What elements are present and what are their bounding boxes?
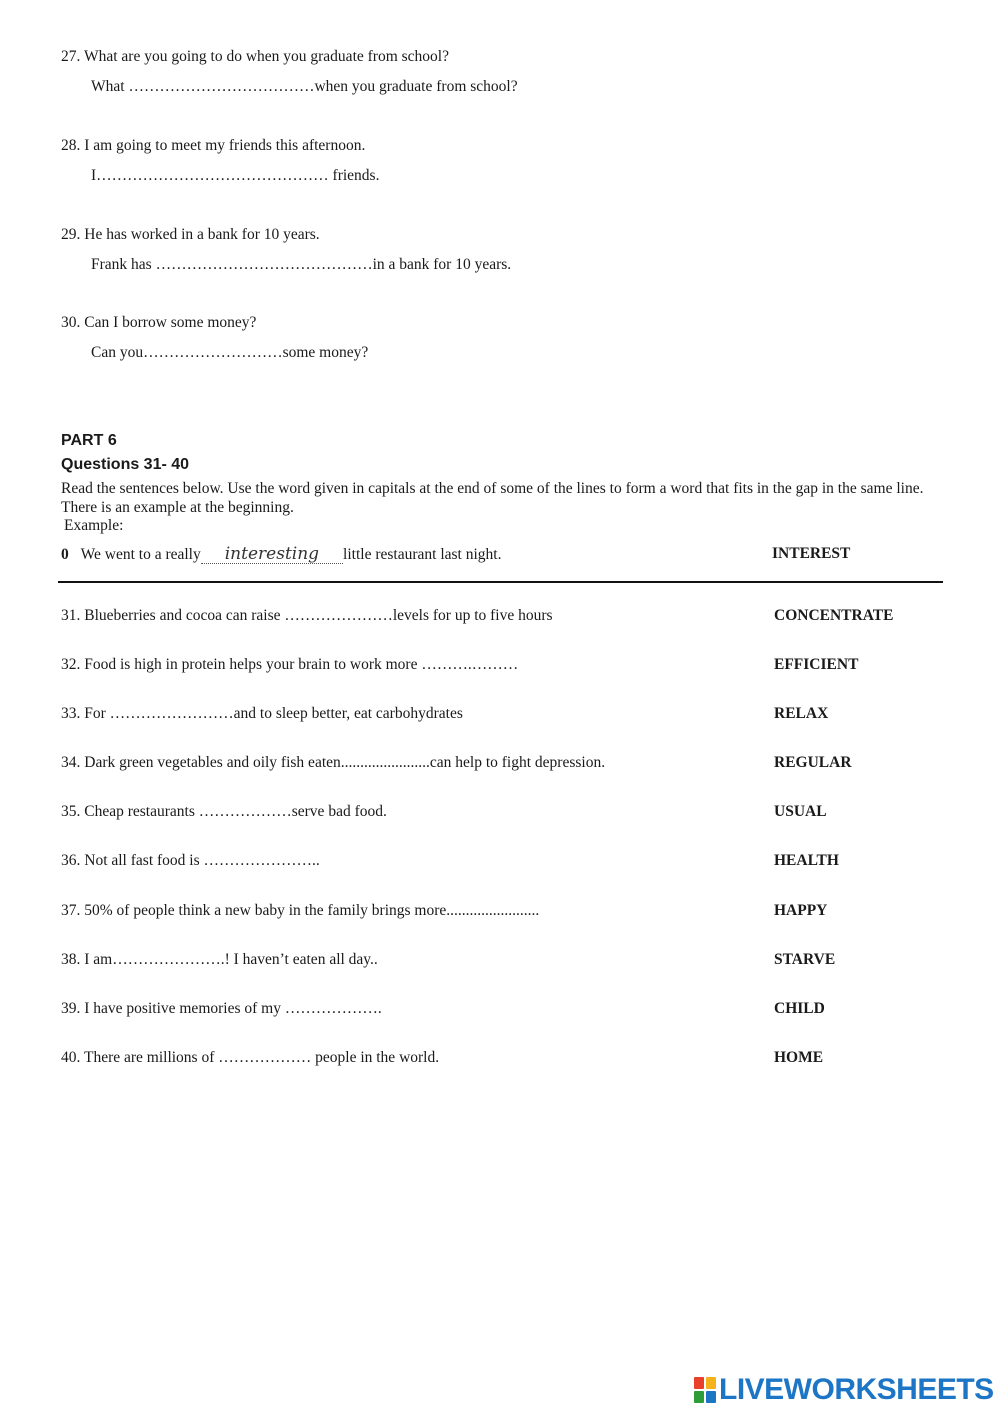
question-35: 35. Cheap restaurants ………………serve bad food.	[61, 803, 387, 820]
question-27-answer-line: What ………………………………when you graduate from school?	[91, 78, 518, 95]
keyword-35: USUAL	[774, 803, 827, 820]
part-title: PART 6	[61, 432, 117, 449]
example-number: 0	[61, 546, 69, 563]
question-30-answer-line: Can you………………………some money?	[91, 344, 369, 361]
question-37: 37. 50% of people think a new baby in the family brings more........................	[61, 902, 540, 919]
question-28-sentence: 28. I am going to meet my friends this afternoon.	[61, 137, 366, 154]
example-after: little restaurant last night.	[343, 546, 502, 563]
keyword-37: HAPPY	[774, 902, 828, 919]
keyword-40: HOME	[774, 1049, 824, 1066]
question-27-sentence: 27. What are you going to do when you graduate from school?	[61, 48, 449, 65]
question-38: 38. I am………………….! I haven’t eaten all day..	[61, 951, 378, 968]
question-32: 32. Food is high in protein helps your brain to work more ……….………	[61, 656, 519, 673]
question-39: 39. I have positive memories of my ……………….	[61, 1000, 382, 1017]
example-row	[61, 545, 501, 564]
keyword-32: EFFICIENT	[774, 656, 859, 673]
question-40: 40. There are millions of ……………… people in the world.	[61, 1049, 440, 1066]
keyword-38: STARVE	[774, 951, 836, 968]
question-29-sentence: 29. He has worked in a bank for 10 years.	[61, 226, 320, 243]
question-28-answer-line: I……………………………………… friends.	[91, 167, 380, 184]
question-33: 33. For ……………………and to sleep better, eat carbohydrates	[61, 705, 463, 722]
instructions: Read the sentences below. Use the word given in capitals at the end of some of the lines to form a word that fits in the gap in the same line. There is an example at the beginning.	[61, 480, 924, 516]
example-label: Example:	[64, 517, 124, 534]
keyword-33: RELAX	[774, 705, 829, 722]
keyword-39: CHILD	[774, 1000, 825, 1017]
question-36: 36. Not all fast food is …………………..	[61, 852, 320, 869]
divider-line	[58, 581, 943, 583]
example-answer: interesting	[201, 545, 343, 564]
liveworksheets-logo	[694, 1374, 994, 1406]
example-keyword: INTEREST	[772, 545, 851, 562]
logo-grid-icon	[694, 1377, 716, 1403]
example-before: We went to a really	[80, 546, 201, 563]
keyword-31: CONCENTRATE	[774, 607, 894, 624]
questions-range-title: Questions 31- 40	[61, 456, 190, 473]
question-30-sentence: 30. Can I borrow some money?	[61, 314, 257, 331]
logo-text: LIVEWORKSHEETS	[719, 1373, 994, 1406]
question-34: 34. Dark green vegetables and oily fish eaten.......................can help to fight depression.	[61, 754, 606, 771]
question-29-answer-line: Frank has ……………………………………in a bank for 10 years.	[91, 256, 512, 273]
question-31: 31. Blueberries and cocoa can raise …………………levels for up to five hours	[61, 607, 553, 624]
keyword-34: REGULAR	[774, 754, 852, 771]
keyword-36: HEALTH	[774, 852, 839, 869]
